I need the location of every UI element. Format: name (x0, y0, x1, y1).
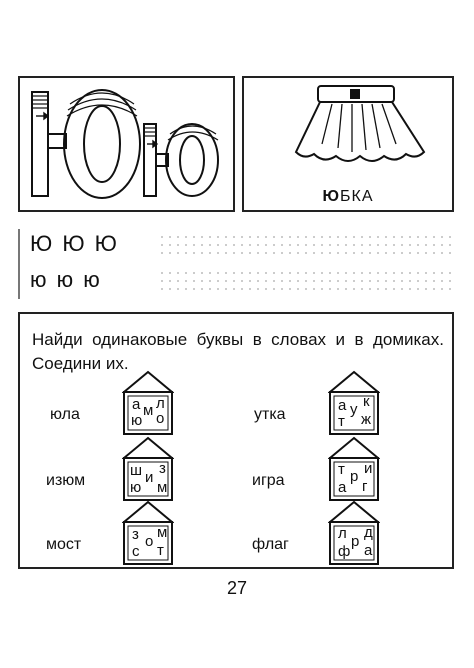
house-letter: р (351, 533, 360, 550)
house-letter: т (157, 542, 164, 559)
house-letter: и (364, 460, 373, 477)
word-utka: утка (254, 406, 286, 423)
word-flag: флаг (252, 536, 289, 553)
house-letter: о (156, 410, 165, 427)
word-izyum: изюм (46, 472, 86, 489)
task-instructions: Найди одинаковые буквы в словах и в домиках. Соедини их. (32, 330, 444, 373)
house-letter: а (338, 397, 347, 414)
outlined-letter-yu-illustration (20, 78, 233, 210)
house-letter: у (350, 401, 358, 418)
house-letter: а (132, 396, 141, 413)
word-most: мост (46, 536, 82, 553)
practice-row-uppercase: Ю Ю Ю (30, 231, 119, 256)
letter-house-6 (328, 500, 380, 570)
house-letter: т (338, 461, 345, 478)
word-igra: игра (252, 472, 285, 489)
skirt-word-rest: БКА (340, 188, 374, 205)
practice-dotted-grid-upper (158, 233, 454, 257)
practice-margin-line (18, 229, 20, 299)
house-letter: ж (361, 411, 372, 428)
skirt-picture-panel (242, 76, 454, 212)
house-letter: т (338, 413, 345, 430)
matching-task-panel (18, 312, 454, 569)
house-letter: и (145, 469, 154, 486)
letter-house-2 (328, 370, 380, 440)
handwriting-practice-area (18, 225, 454, 301)
practice-dotted-grid-lower (158, 269, 454, 293)
house-letter: к (363, 393, 370, 410)
house-letter: м (157, 524, 168, 541)
letter-yu-panel (18, 76, 235, 212)
letter-house-4 (328, 436, 380, 506)
house-letter: г (362, 478, 368, 495)
house-letter: м (157, 479, 168, 496)
house-letter: з (132, 526, 139, 543)
practice-row-lowercase: ю ю ю (30, 267, 102, 292)
house-letter: ш (130, 462, 143, 479)
house-letter: ф (338, 543, 351, 560)
house-letter: р (350, 468, 359, 485)
house-letter: м (143, 402, 154, 419)
word-yula: юла (50, 406, 80, 423)
letter-house-1 (122, 370, 174, 440)
house-letter: л (338, 525, 347, 542)
house-letter: л (156, 395, 165, 412)
letter-house-3 (122, 436, 174, 506)
house-letter: о (145, 533, 154, 550)
skirt-word (244, 188, 452, 206)
house-letter: с (132, 543, 140, 560)
letter-house-5 (122, 500, 174, 570)
skirt-word-highlight-letter: Ю (322, 188, 340, 205)
house-letter: а (364, 542, 373, 559)
skirt-illustration (244, 78, 452, 186)
page-number: 27 (226, 578, 248, 598)
house-letter: з (159, 460, 166, 477)
house-letter: а (338, 479, 347, 496)
house-letter: ю (131, 412, 143, 429)
house-letter: ю (130, 479, 142, 496)
house-letter: д (364, 524, 373, 541)
